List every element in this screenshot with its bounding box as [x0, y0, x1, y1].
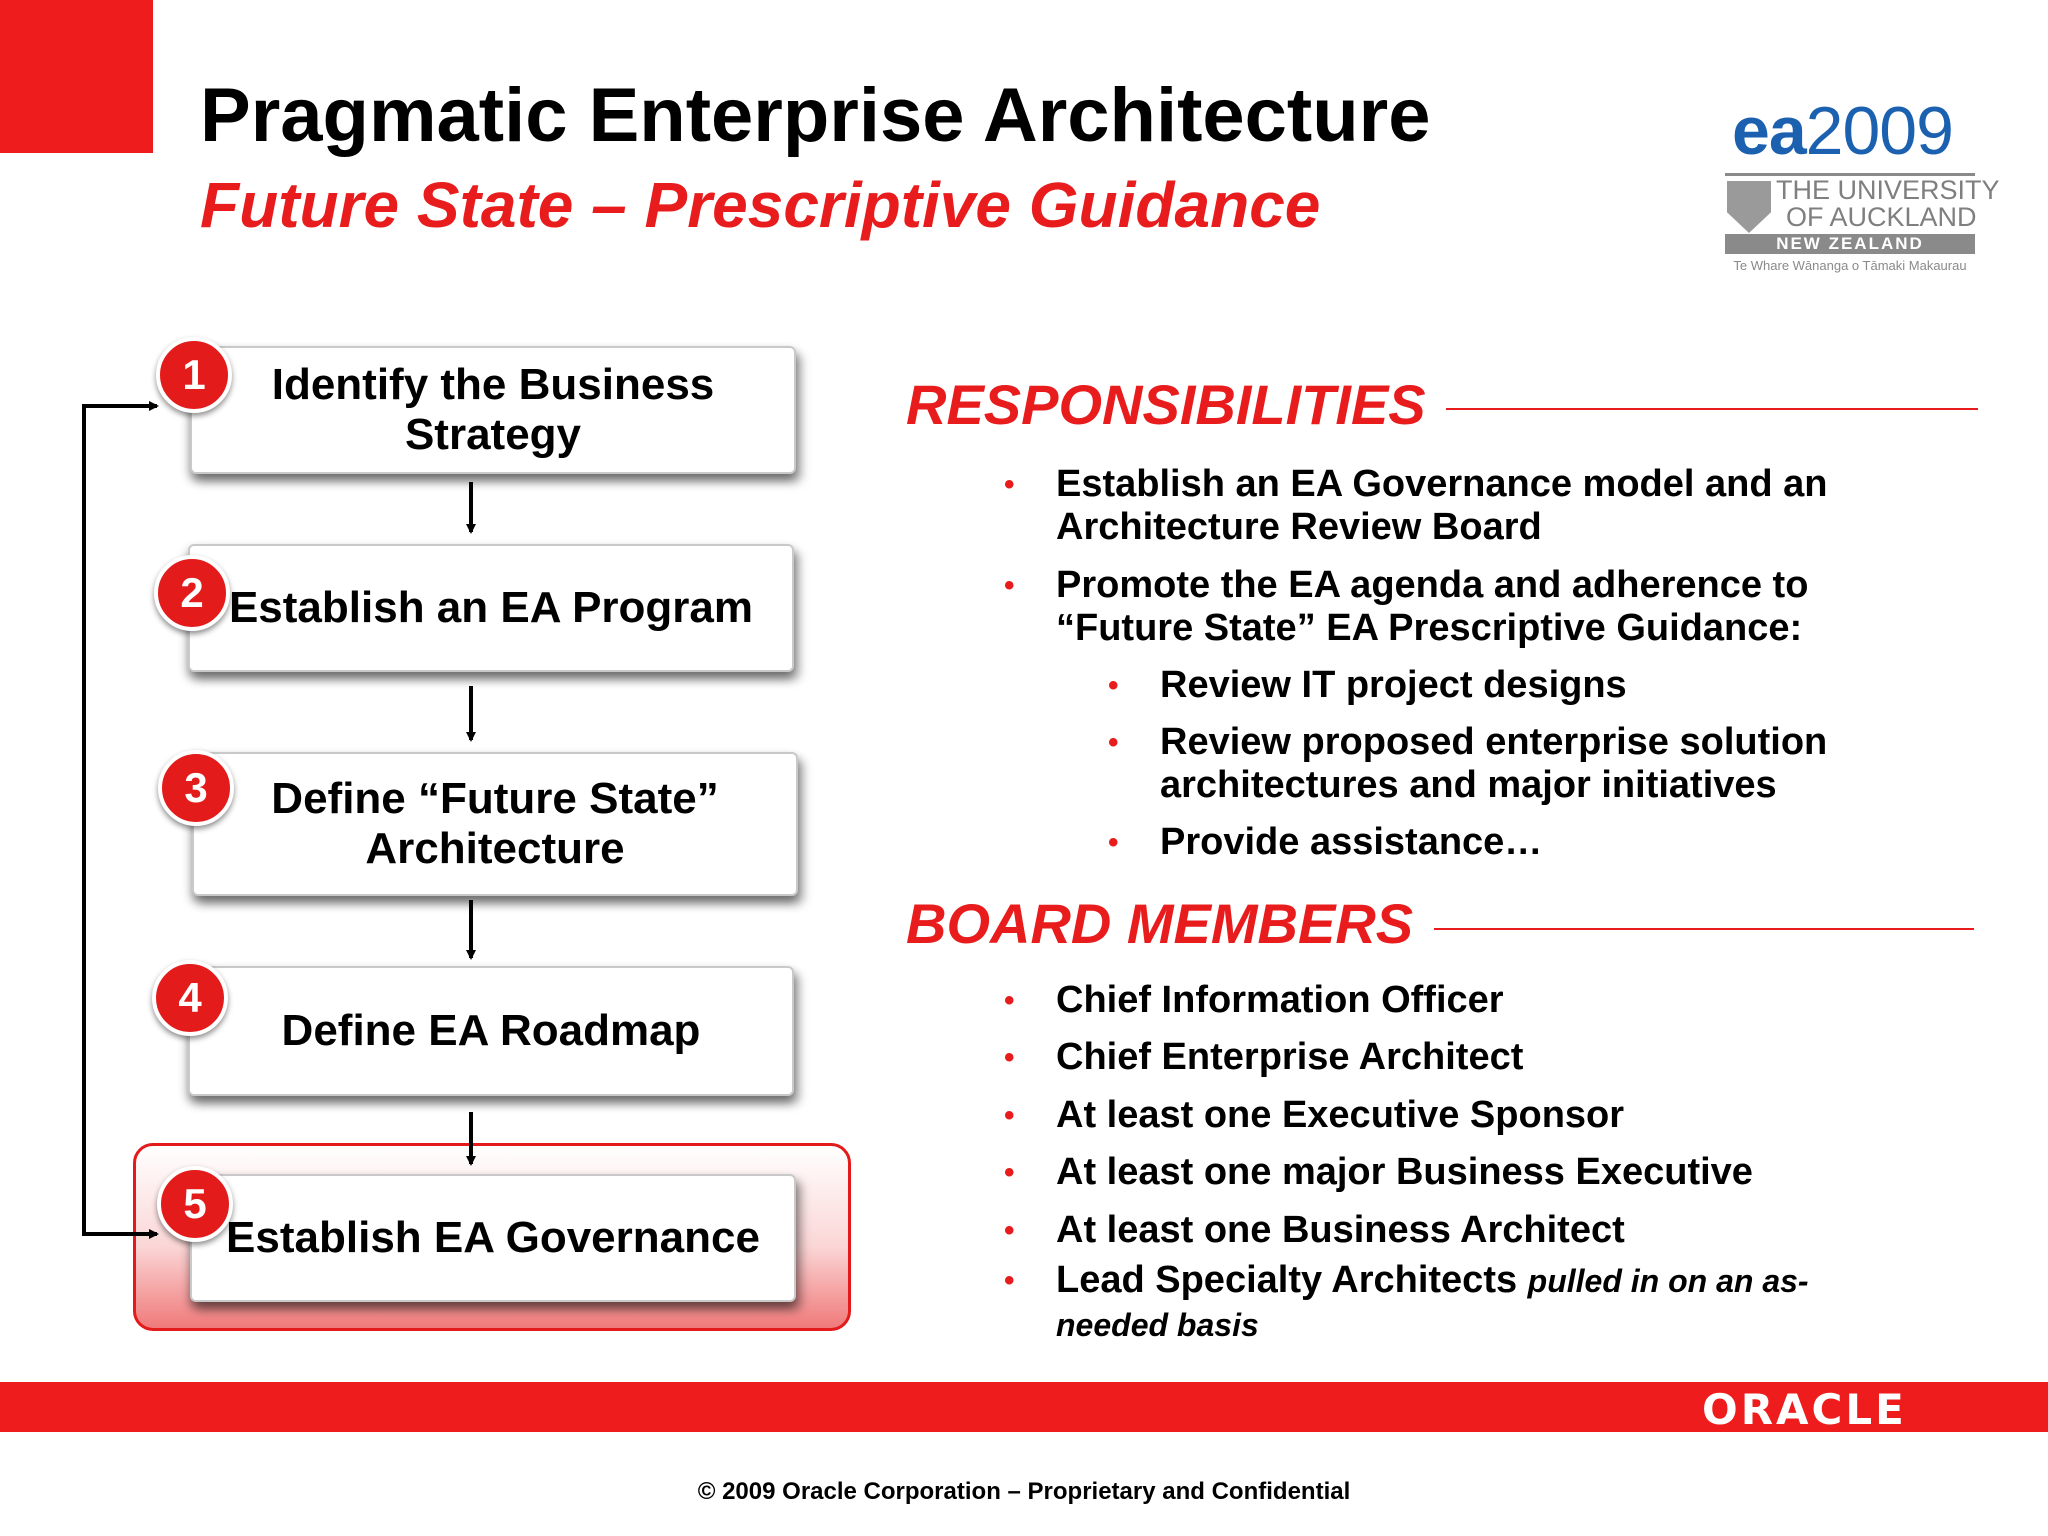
board-members-rule	[1434, 928, 1974, 930]
step-label-4: Define EA Roadmap	[281, 1006, 701, 1055]
bullet-icon: •	[1108, 669, 1119, 702]
bullet-icon: •	[1004, 1214, 1015, 1247]
oracle-logo: ORACLE	[1702, 1385, 1907, 1434]
board-member-note: pulled in on an as-needed basis	[1056, 1263, 1809, 1343]
step-label-3: Define “Future State” Architecture	[271, 774, 719, 873]
responsibility-subitem: • Review proposed enterprise solution architectures and major initiatives	[1108, 721, 1828, 806]
step-number-1: 1	[156, 337, 232, 413]
ea-logo-text: ea	[1732, 93, 1806, 169]
step-box-3	[192, 752, 798, 896]
university-name-line1: THE UNIVERSITY	[1776, 175, 2000, 205]
step-box-5	[190, 1174, 796, 1302]
page-title: Pragmatic Enterprise Architecture	[200, 73, 1431, 158]
step-number-5: 5	[157, 1166, 233, 1242]
feedback-loop-line	[84, 406, 152, 1234]
step-box-1	[190, 346, 796, 474]
responsibility-subitem: • Review IT project designs	[1108, 664, 1627, 706]
bullet-icon: •	[1004, 984, 1015, 1017]
responsibilities-rule	[1446, 408, 1978, 410]
university-name-line2: OF AUCKLAND	[1786, 202, 1977, 232]
step-number-3: 3	[158, 750, 234, 826]
board-member-item: • Chief Information Officer	[1004, 979, 1504, 1021]
board-member-item: • At least one major Business Executive	[1004, 1151, 1753, 1193]
bullet-icon: •	[1108, 726, 1119, 759]
board-members-heading: BOARD MEMBERS	[906, 892, 1414, 955]
responsibility-item: • Promote the EA agenda and adherence to “Future State” EA Prescriptive Guidance:	[1004, 564, 1809, 649]
responsibilities-heading: RESPONSIBILITIES	[906, 373, 1426, 436]
bullet-icon: •	[1004, 1156, 1015, 1189]
bullet-icon: •	[1004, 569, 1015, 602]
board-member-item: • Chief Enterprise Architect	[1004, 1036, 1524, 1078]
step-box-2	[188, 544, 794, 672]
step-label-5: Establish EA Governance	[226, 1213, 760, 1262]
bullet-icon: •	[1004, 1099, 1015, 1132]
bullet-icon: •	[1004, 1264, 1015, 1297]
ea-logo-year: 2009	[1805, 93, 1953, 169]
step-label-1: Identify the Business Strategy	[271, 360, 715, 459]
step-box-4	[188, 966, 794, 1096]
bullet-icon: •	[1004, 468, 1015, 501]
copyright-notice: © 2009 Oracle Corporation – Proprietary and Confidential	[697, 1478, 1351, 1505]
university-maori-name: Te Whare Wānanga o Tāmaki Makaurau	[1733, 258, 1967, 273]
responsibility-subitem: • Provide assistance…	[1108, 821, 1543, 863]
university-country: NEW ZEALAND	[1725, 234, 1975, 254]
bullet-icon: •	[1108, 826, 1119, 859]
responsibility-item: • Establish an EA Governance model and an Architecture Review Board	[1004, 463, 1828, 548]
step-number-2: 2	[154, 555, 230, 631]
bullet-icon: •	[1004, 1041, 1015, 1074]
board-member-item: • Lead Specialty Architects pulled in on an as-needed basis	[1004, 1259, 1809, 1343]
step-number-4: 4	[152, 960, 228, 1036]
board-member-item: • At least one Executive Sponsor	[1004, 1094, 1625, 1136]
board-member-item: • At least one Business Architect	[1004, 1209, 1625, 1251]
step-label-2: Establish an EA Program	[228, 583, 754, 632]
page-subtitle: Future State – Prescriptive Guidance	[200, 169, 1321, 241]
